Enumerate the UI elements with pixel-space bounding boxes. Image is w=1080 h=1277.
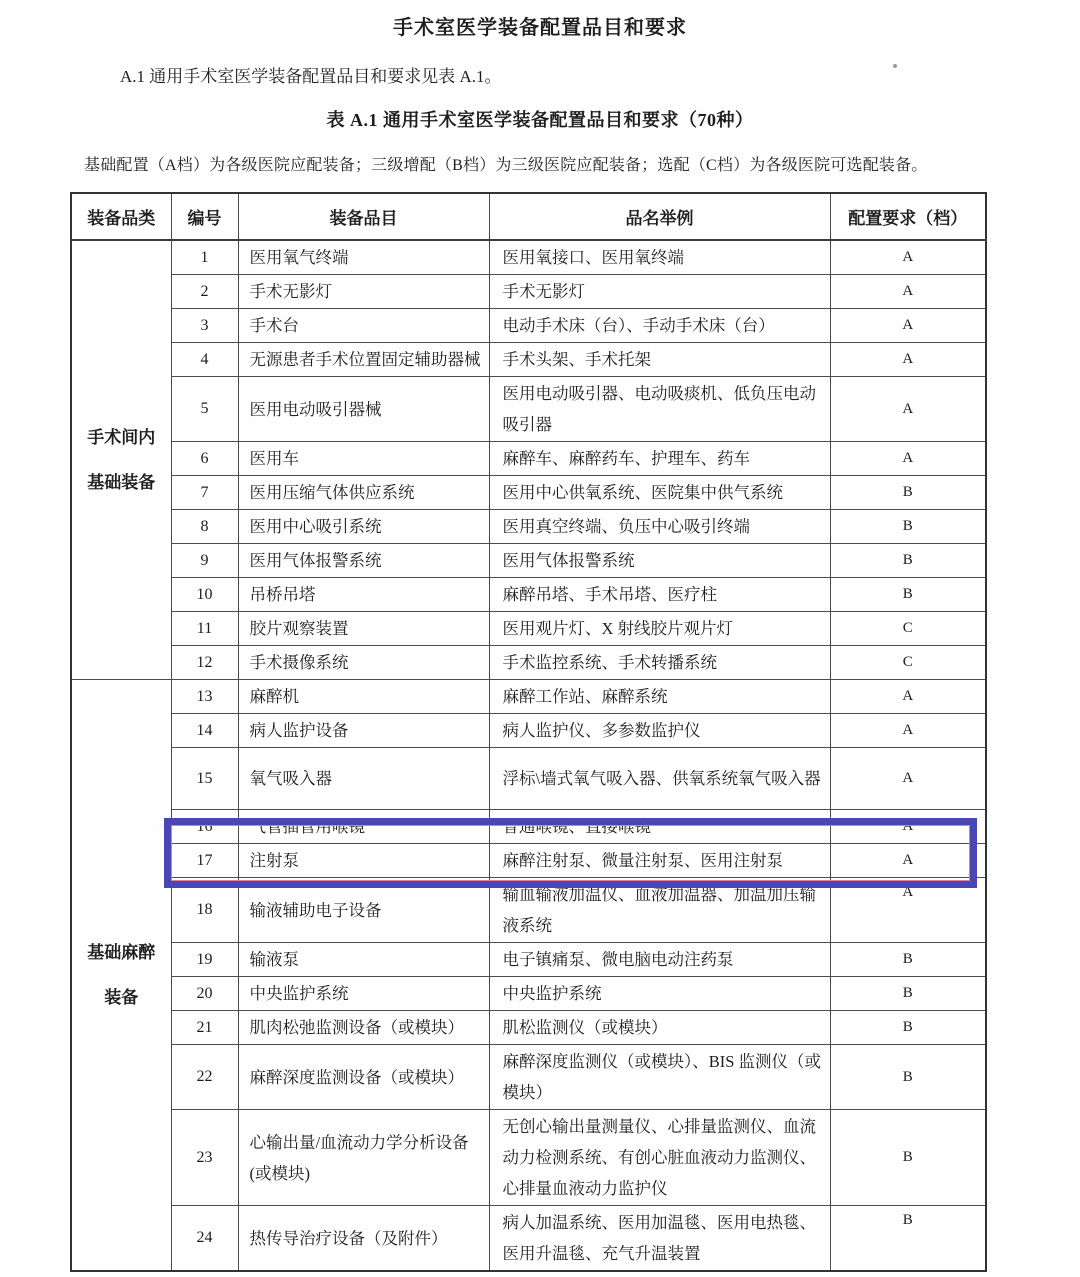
item-cell: 手术台 [238,309,489,343]
examples-cell: 浮标\墙式氧气吸入器、供氧系统氧气吸入器 [489,748,830,810]
table-caption: 表 A.1 通用手术室医学装备配置品目和要求（70种） [326,110,754,130]
examples-cell: 麻醉工作站、麻醉系统 [489,680,830,714]
grade-cell: A [830,442,986,476]
examples-cell: 医用气体报警系统 [489,544,830,578]
item-cell: 医用压缩气体供应系统 [238,476,489,510]
examples-cell: 麻醉吊塔、手术吊塔、医疗柱 [489,578,830,612]
item-cell: 胶片观察装置 [238,612,489,646]
grade-cell: A [830,748,986,810]
item-cell: 吊桥吊塔 [238,578,489,612]
scan-artifact-dot [893,64,897,68]
examples-cell: 中央监护系统 [489,977,830,1011]
grade-cell: B [830,1206,986,1272]
number-cell: 13 [171,680,238,714]
examples-cell: 肌松监测仪（或模块） [489,1011,830,1045]
item-cell: 麻醉机 [238,680,489,714]
intro-text: A.1 通用手术室医学装备配置品目和要求见表 A.1。 [120,67,502,86]
number-cell: 10 [171,578,238,612]
examples-cell: 医用真空终端、负压中心吸引终端 [489,510,830,544]
table-row [71,275,986,309]
table-row [71,476,986,510]
item-cell: 医用电动吸引器械 [238,377,489,442]
equipment-table-wrap [70,192,985,1272]
grade-cell: B [830,1011,986,1045]
category-label-line: 装备 [104,988,139,1007]
number-cell: 15 [171,748,238,810]
examples-cell: 电子镇痛泵、微电脑电动注药泵 [489,943,830,977]
number-cell: 11 [171,612,238,646]
table-row [71,1110,986,1206]
category-label-line: 基础麻醉 [87,943,156,962]
item-cell: 输液泵 [238,943,489,977]
examples-cell: 无创心输出量测量仪、心排量监测仪、血流动力检测系统、有创心脏血液动力监测仪、心排量血液动力监护仪 [489,1110,830,1206]
examples-cell: 麻醉注射泵、微量注射泵、医用注射泵 [489,844,830,878]
table-row [71,442,986,476]
item-cell: 病人监护设备 [238,714,489,748]
table-row [71,844,986,878]
grade-cell: A [830,343,986,377]
number-cell: 8 [171,510,238,544]
grade-cell: B [830,510,986,544]
table-row [71,680,986,714]
item-cell: 热传导治疗设备（及附件） [238,1206,489,1272]
table-row [71,578,986,612]
table-row [71,240,986,275]
table-row [71,878,986,943]
grade-cell: A [830,680,986,714]
table-row [71,1045,986,1110]
number-cell: 21 [171,1011,238,1045]
item-cell: 医用氧气终端 [238,240,489,275]
item-cell: 麻醉深度监测设备（或模块） [238,1045,489,1110]
number-cell: 2 [171,275,238,309]
grade-cell: B [830,476,986,510]
number-cell: 20 [171,977,238,1011]
table-row [71,510,986,544]
col-header-1: 编号 [171,193,238,240]
table-row [71,377,986,442]
item-cell: 手术无影灯 [238,275,489,309]
col-header-2: 装备品目 [238,193,489,240]
number-cell: 24 [171,1206,238,1272]
table-row [71,810,986,844]
number-cell: 1 [171,240,238,275]
equipment-table [70,192,987,1272]
item-cell: 气管插管用喉镜 [238,810,489,844]
table-row [71,612,986,646]
examples-cell: 输血输液加温仪、血液加温器、加温加压输液系统 [489,878,830,943]
table-row [71,544,986,578]
table-row [71,748,986,810]
examples-cell: 麻醉深度监测仪（或模块）、BIS 监测仪（或模块） [489,1045,830,1110]
col-header-4: 配置要求（档） [830,193,986,240]
table-row [71,943,986,977]
number-cell: 17 [171,844,238,878]
table-row [71,714,986,748]
number-cell: 22 [171,1045,238,1110]
examples-cell: 病人加温系统、医用加温毯、医用电热毯、医用升温毯、充气升温装置 [489,1206,830,1272]
grade-cell: B [830,1045,986,1110]
grade-cell: A [830,714,986,748]
number-cell: 19 [171,943,238,977]
number-cell: 23 [171,1110,238,1206]
grade-cell: A [830,275,986,309]
table-row [71,309,986,343]
item-cell: 肌肉松弛监测设备（或模块） [238,1011,489,1045]
number-cell: 3 [171,309,238,343]
grade-cell: A [830,240,986,275]
number-cell: 14 [171,714,238,748]
table-row [71,1011,986,1045]
category-cell-0 [71,240,171,680]
grade-cell: A [830,810,986,844]
table-row [71,646,986,680]
category-cell-1 [71,680,171,1272]
grade-cell: A [830,878,986,943]
number-cell: 12 [171,646,238,680]
grade-cell: B [830,578,986,612]
grade-cell: A [830,377,986,442]
examples-cell: 普通喉镜、直接喉镜 [489,810,830,844]
examples-cell: 医用电动吸引器、电动吸痰机、低负压电动吸引器 [489,377,830,442]
examples-cell: 电动手术床（台）、手动手术床（台） [489,309,830,343]
grade-cell: B [830,544,986,578]
examples-cell: 手术无影灯 [489,275,830,309]
category-label-line: 基础装备 [87,473,156,492]
number-cell: 7 [171,476,238,510]
grade-cell: C [830,646,986,680]
col-header-0: 装备品类 [71,193,171,240]
examples-cell: 病人监护仪、多参数监护仪 [489,714,830,748]
examples-cell: 麻醉车、麻醉药车、护理车、药车 [489,442,830,476]
item-cell: 中央监护系统 [238,977,489,1011]
col-header-3: 品名举例 [489,193,830,240]
grade-cell: B [830,1110,986,1206]
table-row [71,1206,986,1272]
table-header-row [71,193,986,240]
page-title: 手术室医学装备配置品目和要求 [393,17,687,39]
number-cell: 5 [171,377,238,442]
examples-cell: 医用氧接口、医用氧终端 [489,240,830,275]
item-cell: 医用车 [238,442,489,476]
table-note: 基础配置（A档）为各级医院应配装备；三级增配（B档）为三级医院应配装备；选配（C档）为各级医院可选配装备。 [84,157,928,174]
examples-cell: 医用观片灯、X 射线胶片观片灯 [489,612,830,646]
grade-cell: B [830,943,986,977]
number-cell: 9 [171,544,238,578]
item-cell: 注射泵 [238,844,489,878]
examples-cell: 手术头架、手术托架 [489,343,830,377]
category-label-line: 手术间内 [87,428,156,447]
examples-cell: 医用中心供氧系统、医院集中供气系统 [489,476,830,510]
item-cell: 医用气体报警系统 [238,544,489,578]
item-cell: 无源患者手术位置固定辅助器械 [238,343,489,377]
grade-cell: B [830,977,986,1011]
item-cell: 手术摄像系统 [238,646,489,680]
grade-cell: A [830,309,986,343]
number-cell: 6 [171,442,238,476]
item-cell: 氧气吸入器 [238,748,489,810]
table-row [71,343,986,377]
number-cell: 4 [171,343,238,377]
table-row [71,977,986,1011]
grade-cell: A [830,844,986,878]
item-cell: 医用中心吸引系统 [238,510,489,544]
item-cell: 心输出量/血流动力学分析设备(或模块) [238,1110,489,1206]
number-cell: 16 [171,810,238,844]
grade-cell: C [830,612,986,646]
item-cell: 输液辅助电子设备 [238,878,489,943]
examples-cell: 手术监控系统、手术转播系统 [489,646,830,680]
number-cell: 18 [171,878,238,943]
